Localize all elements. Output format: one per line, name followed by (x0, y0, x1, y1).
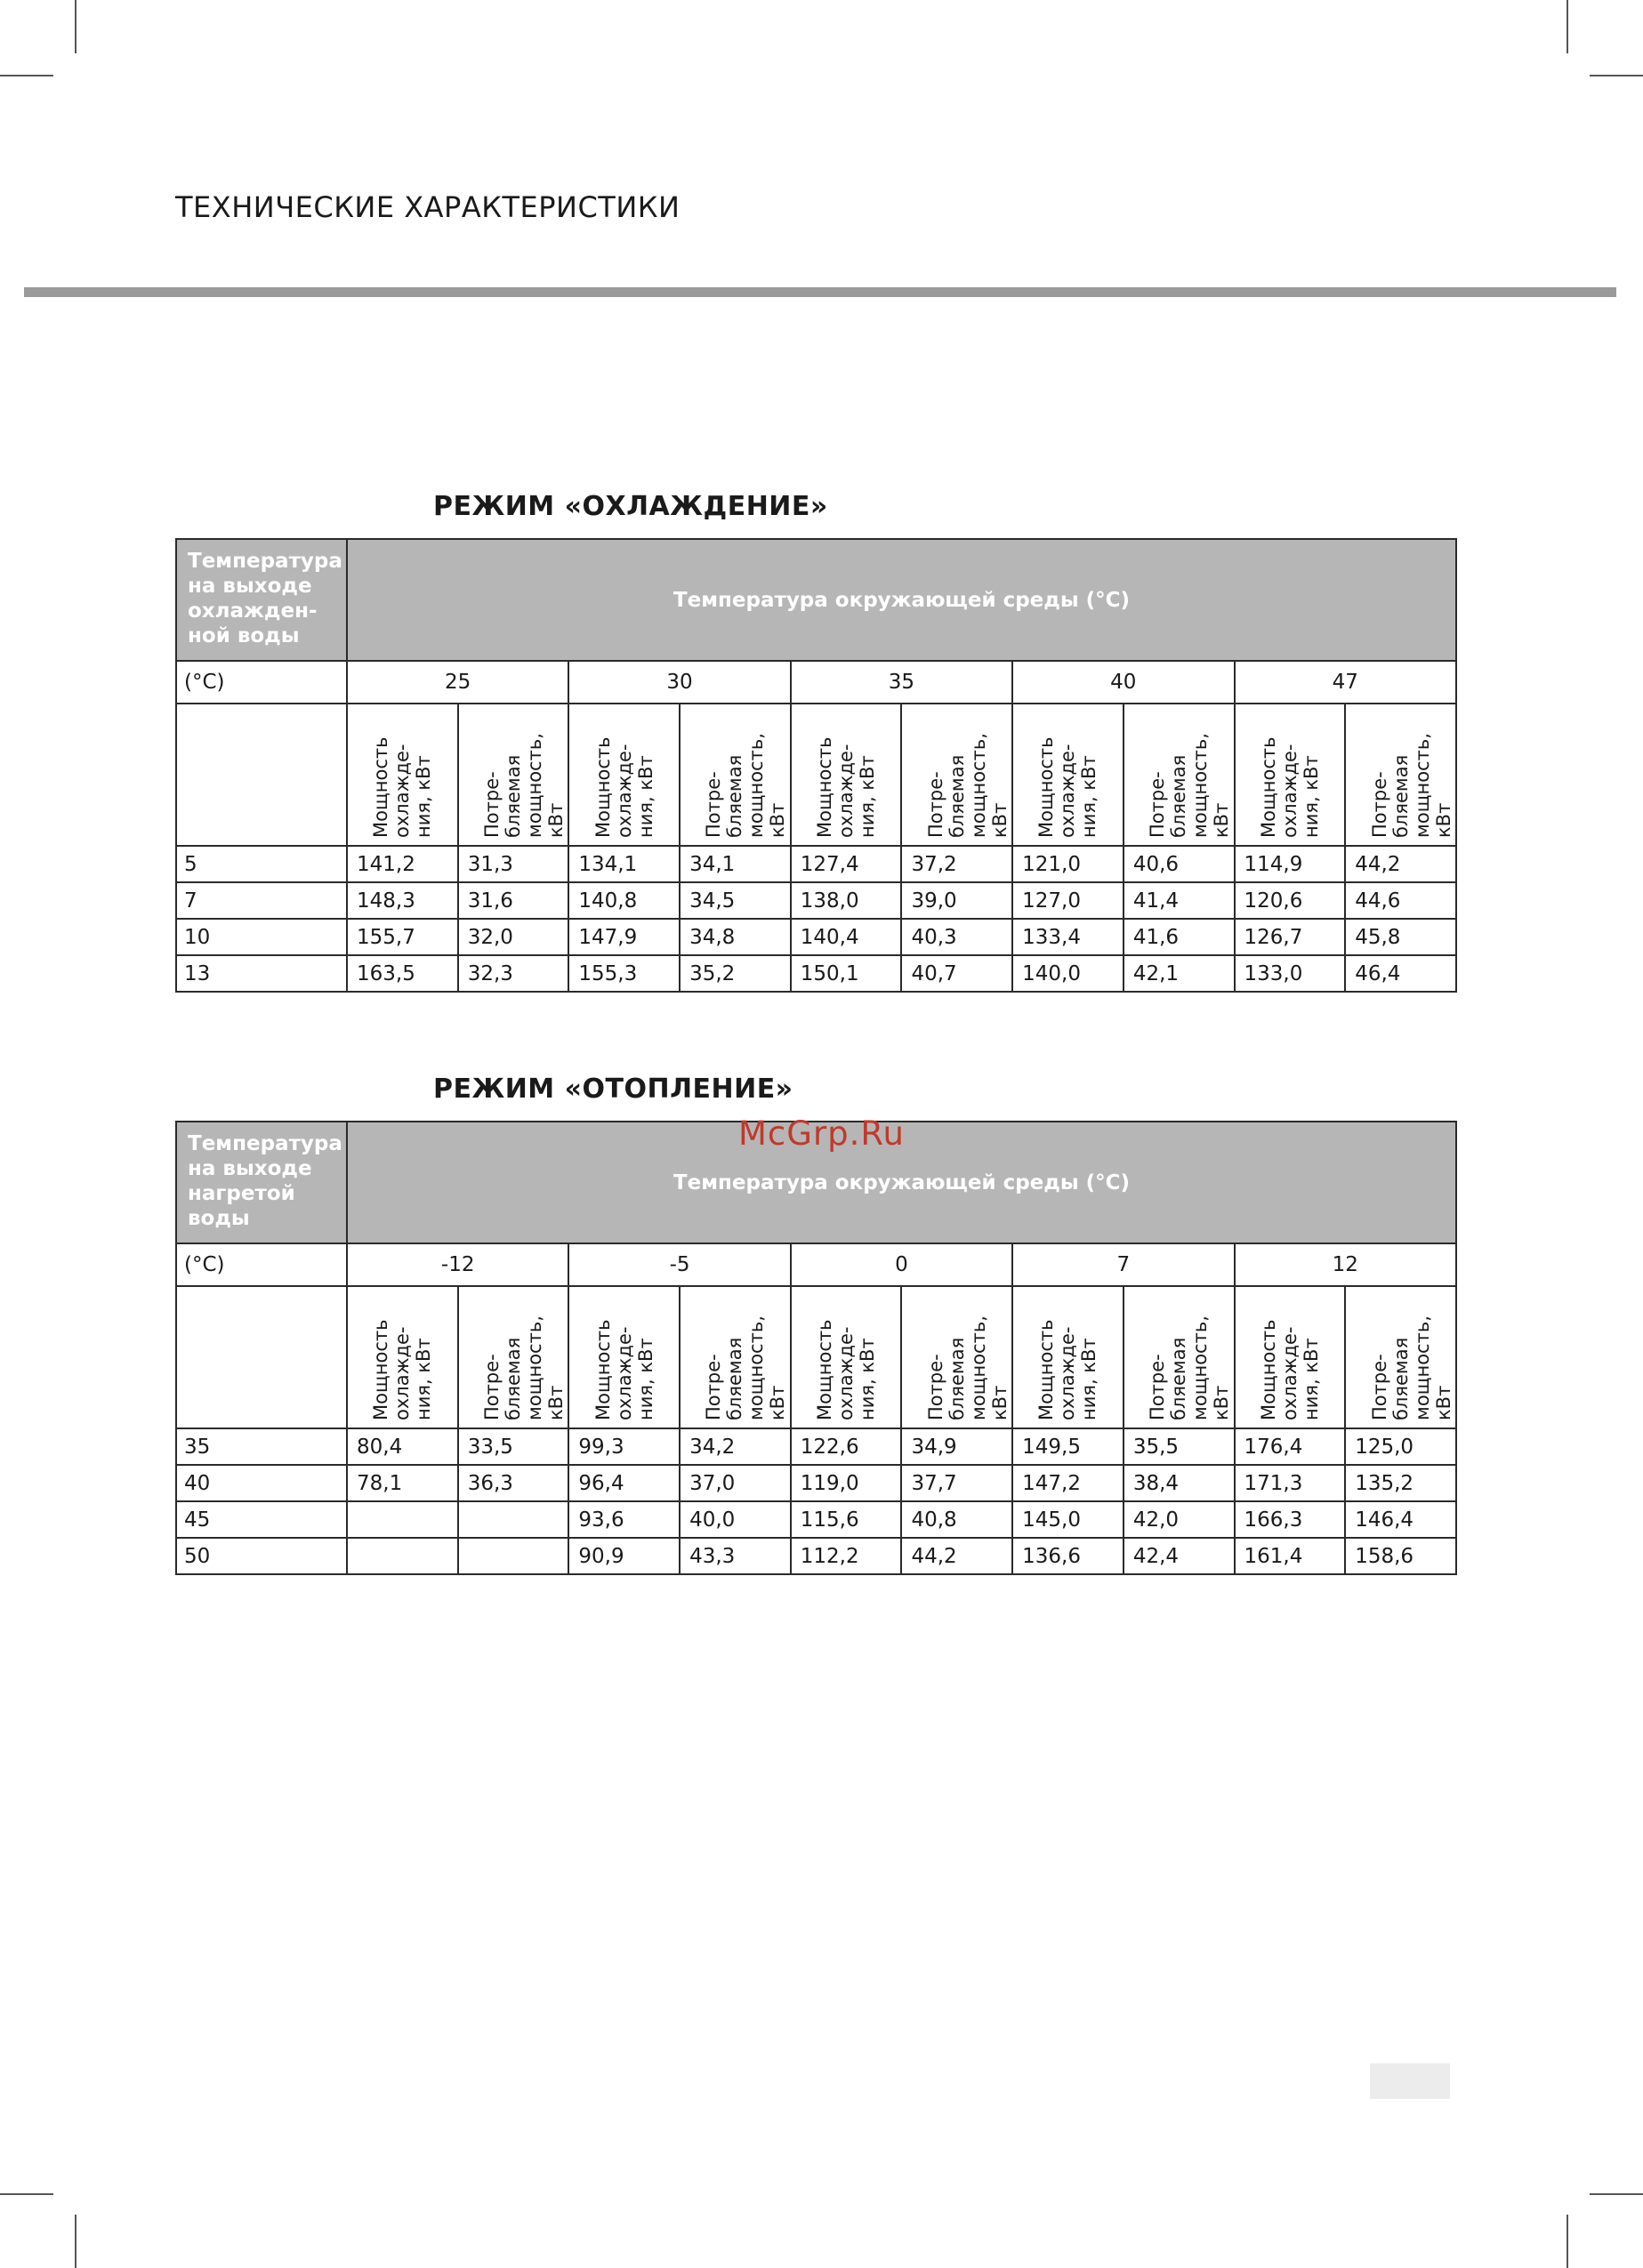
value-cell: 43,3 (680, 1538, 791, 1574)
value-cell: 34,5 (680, 882, 791, 919)
crop-mark (1590, 2193, 1643, 2195)
value-cell: 40,6 (1124, 846, 1235, 882)
value-cell: 37,0 (680, 1465, 791, 1501)
value-cell: 145,0 (1012, 1501, 1124, 1538)
value-cell: 119,0 (791, 1465, 902, 1501)
value-cell: 114,9 (1235, 846, 1346, 882)
row-temp-cell: 50 (176, 1538, 347, 1574)
heating-ambient-temp: 12 (1235, 1243, 1457, 1286)
value-cell: 140,4 (791, 919, 902, 955)
heating-table (175, 1121, 1457, 1575)
value-cell: 126,7 (1235, 919, 1346, 955)
value-cell: 40,7 (901, 955, 1012, 992)
table-row (176, 1538, 1456, 1574)
value-cell: 136,6 (1012, 1538, 1124, 1574)
value-cell: 155,3 (568, 955, 680, 992)
value-cell: 44,2 (1345, 846, 1456, 882)
value-cell: 90,9 (568, 1538, 680, 1574)
table-row (176, 1501, 1456, 1538)
cooling-table (175, 538, 1457, 993)
heating-ambient-temp: -12 (347, 1243, 568, 1286)
value-cell: 120,6 (1235, 882, 1346, 919)
value-cell: 147,9 (568, 919, 680, 955)
table-row (176, 1428, 1456, 1465)
value-cell: 155,7 (347, 919, 458, 955)
value-cell: 135,2 (1345, 1465, 1456, 1501)
value-cell: 141,2 (347, 846, 458, 882)
cooling-ambient-temp: 35 (791, 661, 1012, 704)
value-cell: 35,2 (680, 955, 791, 992)
column-header: Мощность охлажде- ния, кВт (791, 704, 902, 846)
row-temp-cell: 13 (176, 955, 347, 992)
value-cell: 40,0 (680, 1501, 791, 1538)
row-temp-cell: 45 (176, 1501, 347, 1538)
value-cell: 148,3 (347, 882, 458, 919)
value-cell: 158,6 (1345, 1538, 1456, 1574)
value-cell: 122,6 (791, 1428, 902, 1465)
cooling-subheader-row (176, 704, 1456, 846)
cooling-body (176, 846, 1456, 992)
cooling-corner-label: Температура на выходе охлажден-ной воды (176, 539, 347, 661)
heating-ambient-temp: 7 (1012, 1243, 1234, 1286)
value-cell: 44,2 (901, 1538, 1012, 1574)
table-row (176, 1465, 1456, 1501)
value-cell: 40,8 (901, 1501, 1012, 1538)
heating-subheader-row (176, 1286, 1456, 1428)
column-header: Мощность охлажде- ния, кВт (347, 1286, 458, 1428)
value-cell: 166,3 (1235, 1501, 1346, 1538)
table-row (176, 919, 1456, 955)
column-header: Мощность охлажде- ния, кВт (1235, 1286, 1346, 1428)
cooling-ambient-temp: 47 (1235, 661, 1457, 704)
crop-mark (1566, 0, 1568, 53)
value-cell: 32,0 (458, 919, 569, 955)
heating-body (176, 1428, 1456, 1574)
value-cell: 134,1 (568, 846, 680, 882)
value-cell: 161,4 (1235, 1538, 1346, 1574)
value-cell: 39,0 (901, 882, 1012, 919)
value-cell: 42,4 (1124, 1538, 1235, 1574)
crop-mark (0, 2193, 53, 2195)
value-cell: 80,4 (347, 1428, 458, 1465)
column-header: Мощность охлажде- ния, кВт (1235, 704, 1346, 846)
row-temp-cell: 5 (176, 846, 347, 882)
value-cell: 37,7 (901, 1465, 1012, 1501)
table-row (176, 846, 1456, 882)
cooling-ambient-temp: 40 (1012, 661, 1234, 704)
row-temp-cell: 10 (176, 919, 347, 955)
empty-cell (176, 1286, 347, 1428)
column-header: Потре- бляемая мощность, кВт (680, 1286, 791, 1428)
cooling-ambient-temp: 25 (347, 661, 568, 704)
heating-ambient-label: Температура окружающей среды (°С) (347, 1122, 1456, 1243)
value-cell: 140,0 (1012, 955, 1124, 992)
value-cell: 31,6 (458, 882, 569, 919)
value-cell: 42,0 (1124, 1501, 1235, 1538)
column-header: Мощность охлажде- ния, кВт (1012, 1286, 1124, 1428)
value-cell: 33,5 (458, 1428, 569, 1465)
cooling-ambient-temp: 30 (568, 661, 790, 704)
value-cell: 45,8 (1345, 919, 1456, 955)
crop-mark (1590, 75, 1643, 76)
cooling-title: РЕЖИМ «ОХЛАЖДЕНИЕ» (433, 491, 828, 522)
value-cell: 32,3 (458, 955, 569, 992)
column-header: Мощность охлажде- ния, кВт (568, 704, 680, 846)
value-cell (347, 1538, 458, 1574)
value-cell: 34,8 (680, 919, 791, 955)
value-cell: 78,1 (347, 1465, 458, 1501)
table-row (176, 955, 1456, 992)
column-header: Мощность охлажде- ния, кВт (347, 704, 458, 846)
value-cell: 127,4 (791, 846, 902, 882)
value-cell: 99,3 (568, 1428, 680, 1465)
value-cell: 34,2 (680, 1428, 791, 1465)
value-cell: 34,1 (680, 846, 791, 882)
value-cell: 40,3 (901, 919, 1012, 955)
value-cell: 115,6 (791, 1501, 902, 1538)
heating-unit-label: (°С) (176, 1243, 347, 1286)
column-header: Потре- бляемая мощность, кВт (458, 704, 569, 846)
row-temp-cell: 40 (176, 1465, 347, 1501)
value-cell: 140,8 (568, 882, 680, 919)
value-cell: 44,6 (1345, 882, 1456, 919)
value-cell (458, 1538, 569, 1574)
column-header: Потре- бляемая мощность, кВт (1124, 704, 1235, 846)
empty-cell (176, 704, 347, 846)
heating-corner-label: Температура на выходе нагретой воды (176, 1122, 347, 1243)
value-cell: 150,1 (791, 955, 902, 992)
value-cell: 138,0 (791, 882, 902, 919)
value-cell: 42,1 (1124, 955, 1235, 992)
watermark: McGrp.Ru (738, 1114, 905, 1153)
heating-ambient-temp: -5 (568, 1243, 790, 1286)
cooling-ambient-label: Температура окружающей среды (°С) (347, 539, 1456, 661)
value-cell: 38,4 (1124, 1465, 1235, 1501)
value-cell: 93,6 (568, 1501, 680, 1538)
value-cell: 176,4 (1235, 1428, 1346, 1465)
column-header: Потре- бляемая мощность, кВт (1124, 1286, 1235, 1428)
crop-mark (75, 2215, 77, 2268)
value-cell: 163,5 (347, 955, 458, 992)
value-cell: 34,9 (901, 1428, 1012, 1465)
value-cell: 41,4 (1124, 882, 1235, 919)
page-number-box (1370, 2063, 1450, 2099)
column-header: Потре- бляемая мощность, кВт (901, 1286, 1012, 1428)
cooling-unit-label: (°С) (176, 661, 347, 704)
page-heading: ТЕХНИЧЕСКИЕ ХАРАКТЕРИСТИКИ (175, 190, 681, 224)
column-header: Потре- бляемая мощность, кВт (1345, 704, 1456, 846)
value-cell: 121,0 (1012, 846, 1124, 882)
value-cell: 127,0 (1012, 882, 1124, 919)
heating-title: РЕЖИМ «ОТОПЛЕНИЕ» (433, 1074, 793, 1105)
value-cell: 149,5 (1012, 1428, 1124, 1465)
column-header: Мощность охлажде- ния, кВт (791, 1286, 902, 1428)
value-cell (458, 1501, 569, 1538)
table-row (176, 882, 1456, 919)
value-cell (347, 1501, 458, 1538)
crop-mark (0, 75, 53, 76)
row-temp-cell: 7 (176, 882, 347, 919)
column-header: Потре- бляемая мощность, кВт (680, 704, 791, 846)
row-temp-cell: 35 (176, 1428, 347, 1465)
value-cell: 96,4 (568, 1465, 680, 1501)
column-header: Мощность охлажде- ния, кВт (1012, 704, 1124, 846)
column-header: Мощность охлажде- ния, кВт (568, 1286, 680, 1428)
value-cell: 41,6 (1124, 919, 1235, 955)
value-cell: 146,4 (1345, 1501, 1456, 1538)
crop-mark (75, 0, 77, 53)
value-cell: 147,2 (1012, 1465, 1124, 1501)
value-cell: 36,3 (458, 1465, 569, 1501)
value-cell: 35,5 (1124, 1428, 1235, 1465)
heating-ambient-temp: 0 (791, 1243, 1012, 1286)
value-cell: 133,0 (1235, 955, 1346, 992)
heading-rule (24, 287, 1616, 297)
value-cell: 31,3 (458, 846, 569, 882)
value-cell: 125,0 (1345, 1428, 1456, 1465)
column-header: Потре- бляемая мощность, кВт (901, 704, 1012, 846)
crop-mark (1566, 2215, 1568, 2268)
value-cell: 133,4 (1012, 919, 1124, 955)
value-cell: 171,3 (1235, 1465, 1346, 1501)
value-cell: 112,2 (791, 1538, 902, 1574)
column-header: Потре- бляемая мощность, кВт (1345, 1286, 1456, 1428)
value-cell: 46,4 (1345, 955, 1456, 992)
value-cell: 37,2 (901, 846, 1012, 882)
column-header: Потре- бляемая мощность, кВт (458, 1286, 569, 1428)
